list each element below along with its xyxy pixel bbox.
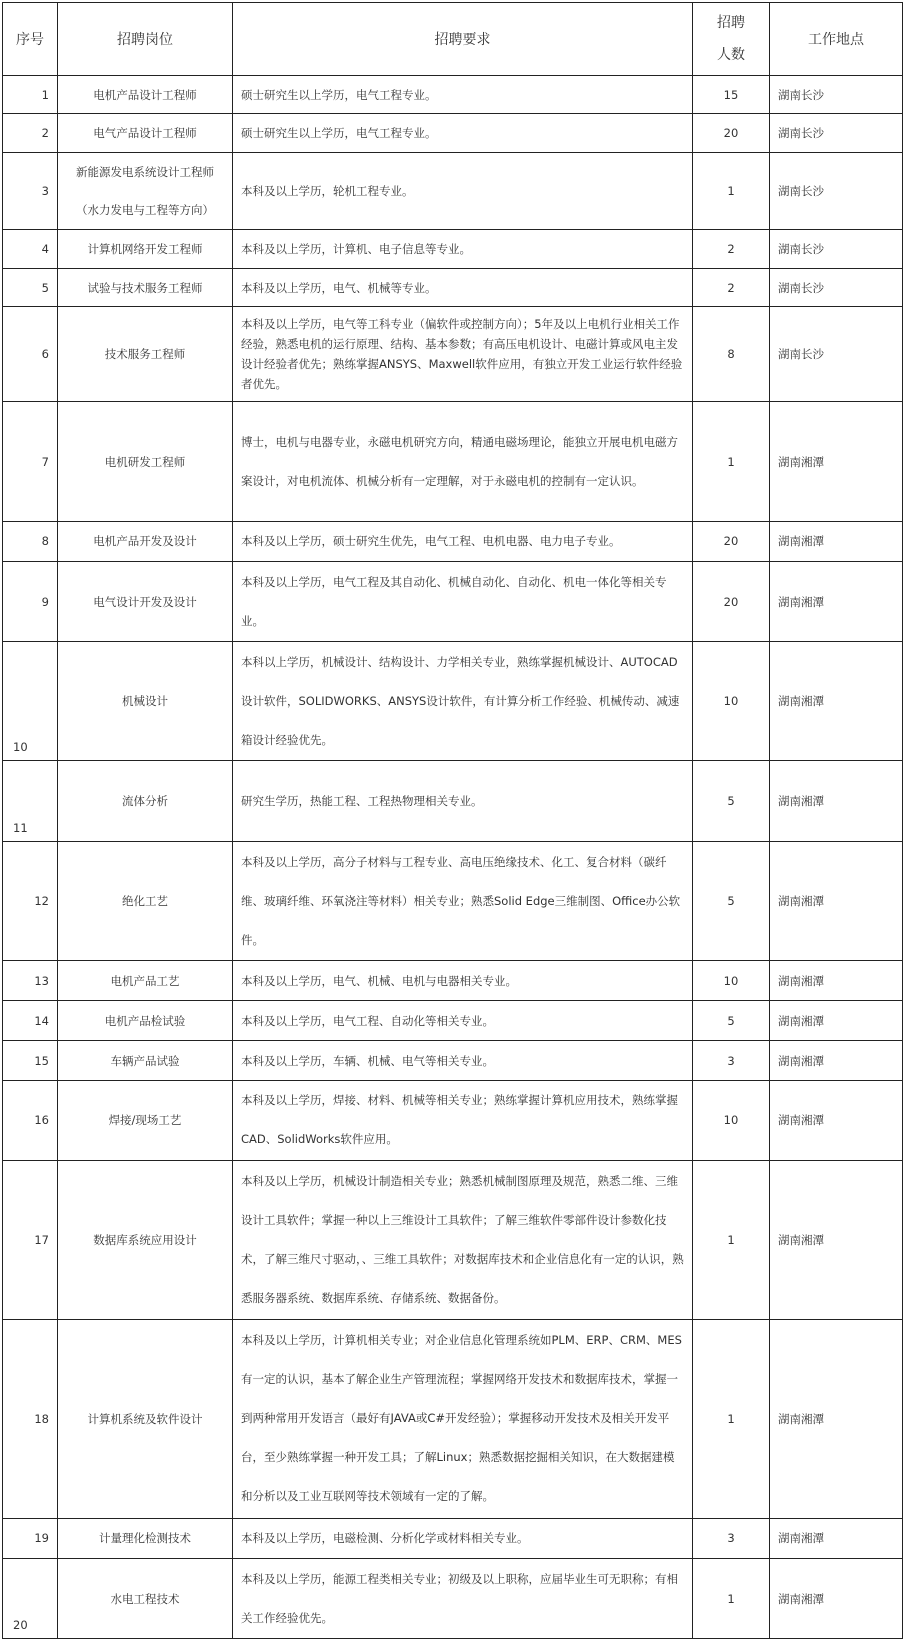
row-position: 车辆产品试验 xyxy=(58,1041,233,1080)
row-count: 3 xyxy=(693,1518,770,1558)
row-position: 机械设计 xyxy=(58,641,233,760)
table-row xyxy=(3,761,903,842)
table-row xyxy=(3,641,903,760)
row-no: 10 xyxy=(3,641,58,760)
row-location: 湖南长沙 xyxy=(770,268,903,306)
row-location: 湖南湘潭 xyxy=(770,1160,903,1320)
row-count: 5 xyxy=(693,1000,770,1040)
table-row xyxy=(3,1000,903,1040)
row-requirement: 本科及以上学历，硕士研究生优先，电气工程、电机电器、电力电子专业。 xyxy=(233,521,693,561)
row-location: 湖南长沙 xyxy=(770,230,903,268)
row-count: 10 xyxy=(693,641,770,760)
row-requirement: 本科及以上学历，高分子材料与工程专业、高电压绝缘技术、化工、复合材料（碳纤维、玻璃纤维、环氧浇注等材料）相关专业；熟悉Solid Edge三维制图、Office办公软件。 xyxy=(233,842,693,961)
row-location: 湖南湘潭 xyxy=(770,1041,903,1080)
row-position: 技术服务工程师 xyxy=(58,307,233,402)
row-count: 3 xyxy=(693,1041,770,1080)
row-count: 1 xyxy=(693,1320,770,1518)
row-count: 1 xyxy=(693,1160,770,1320)
row-location: 湖南长沙 xyxy=(770,152,903,230)
row-count: 20 xyxy=(693,562,770,642)
row-position xyxy=(58,152,233,230)
header-count-line2: 人数 xyxy=(717,46,745,63)
row-location: 湖南长沙 xyxy=(770,307,903,402)
row-no: 15 xyxy=(3,1041,58,1080)
row-no: 17 xyxy=(3,1160,58,1320)
row-position: 绝化工艺 xyxy=(58,842,233,961)
header-position: 招聘岗位 xyxy=(58,3,233,76)
row-no: 7 xyxy=(3,402,58,521)
row-no: 4 xyxy=(3,230,58,268)
row-count: 8 xyxy=(693,307,770,402)
row-location: 湖南湘潭 xyxy=(770,961,903,1000)
table-row xyxy=(3,1160,903,1320)
row-no: 12 xyxy=(3,842,58,961)
row-requirement: 本科及以上学历，轮机工程专业。 xyxy=(233,152,693,230)
row-location: 湖南湘潭 xyxy=(770,1000,903,1040)
row-position-line2: （水力发电与工程等方向） xyxy=(76,203,214,218)
row-no: 2 xyxy=(3,114,58,152)
row-count: 10 xyxy=(693,1080,770,1160)
row-location: 湖南湘潭 xyxy=(770,641,903,760)
row-no: 5 xyxy=(3,268,58,306)
row-requirement: 本科及以上学历，电气、机械等专业。 xyxy=(233,268,693,306)
row-requirement: 本科及以上学历，电气等工科专业（偏软件或控制方向）；5年及以上电机行业相关工作经验，熟悉电机的运行原理、结构、基本参数；有高压电机设计、电磁计算或风电主发设计经验者优先；熟练掌握ANSYS、Maxwell软件应用，有独立开发工业运行软件经验者优先。 xyxy=(233,307,693,402)
row-no: 9 xyxy=(3,562,58,642)
header-count xyxy=(693,3,770,76)
row-count: 2 xyxy=(693,230,770,268)
row-position: 数据库系统应用设计 xyxy=(58,1160,233,1320)
row-count: 20 xyxy=(693,114,770,152)
row-location: 湖南湘潭 xyxy=(770,402,903,521)
row-position: 电气设计开发及设计 xyxy=(58,562,233,642)
row-requirement: 硕士研究生以上学历，电气工程专业。 xyxy=(233,75,693,113)
row-count: 2 xyxy=(693,268,770,306)
row-requirement: 本科及以上学历，电磁检测、分析化学或材料相关专业。 xyxy=(233,1518,693,1558)
table-row xyxy=(3,1080,903,1160)
table-row xyxy=(3,268,903,306)
row-count: 1 xyxy=(693,152,770,230)
row-requirement: 博士，电机与电器专业，永磁电机研究方向，精通电磁场理论，能独立开展电机电磁方案设计，对电机流体、机械分析有一定理解，对于永磁电机的控制有一定认识。 xyxy=(233,402,693,521)
row-position: 电机产品工艺 xyxy=(58,961,233,1000)
row-no: 3 xyxy=(3,152,58,230)
row-requirement: 本科及以上学历，电气工程及其自动化、机械自动化、自动化、机电一体化等相关专业。 xyxy=(233,562,693,642)
row-location: 湖南长沙 xyxy=(770,75,903,113)
row-requirement: 本科及以上学历，计算机、电子信息等专业。 xyxy=(233,230,693,268)
row-position: 流体分析 xyxy=(58,761,233,842)
row-requirement: 硕士研究生以上学历，电气工程专业。 xyxy=(233,114,693,152)
table-row xyxy=(3,842,903,961)
row-location: 湖南湘潭 xyxy=(770,1518,903,1558)
row-no: 19 xyxy=(3,1518,58,1558)
row-position: 水电工程技术 xyxy=(58,1559,233,1639)
row-position: 电机产品开发及设计 xyxy=(58,521,233,561)
row-no: 20 xyxy=(3,1559,58,1639)
row-no: 1 xyxy=(3,75,58,113)
table-row xyxy=(3,1320,903,1518)
row-location: 湖南湘潭 xyxy=(770,842,903,961)
row-position: 试验与技术服务工程师 xyxy=(58,268,233,306)
row-requirement: 本科及以上学历，焊接、材料、机械等相关专业；熟练掌握计算机应用技术，熟练掌握CAD、SolidWorks软件应用。 xyxy=(233,1080,693,1160)
row-no: 14 xyxy=(3,1000,58,1040)
row-requirement: 本科及以上学历，能源工程类相关专业；初级及以上职称，应届毕业生可无职称；有相关工作经验优先。 xyxy=(233,1559,693,1639)
row-position-line1: 新能源发电系统设计工程师 xyxy=(76,165,214,180)
table-row xyxy=(3,1559,903,1639)
recruitment-table xyxy=(2,2,903,1639)
row-count: 1 xyxy=(693,1559,770,1639)
table-row xyxy=(3,152,903,230)
row-location: 湖南湘潭 xyxy=(770,521,903,561)
table-row xyxy=(3,307,903,402)
row-location: 湖南湘潭 xyxy=(770,562,903,642)
row-count: 5 xyxy=(693,842,770,961)
table-row xyxy=(3,402,903,521)
row-count: 20 xyxy=(693,521,770,561)
row-no: 18 xyxy=(3,1320,58,1518)
table-row xyxy=(3,75,903,113)
row-requirement: 本科及以上学历，计算机相关专业；对企业信息化管理系统如PLM、ERP、CRM、MES有一定的认识，基本了解企业生产管理流程；掌握网络开发技术和数据库技术，掌握一到两种常用开发语言（最好有JAVA或C#开发经验）；掌握移动开发技术及相关开发平台，至少熟练掌握一种开发工具；了解Linux；熟悉数据挖掘相关知识，在大数据建模和分析以及工业互联网等技术领域有一定的了解。 xyxy=(233,1320,693,1518)
row-no: 6 xyxy=(3,307,58,402)
row-count: 1 xyxy=(693,402,770,521)
table-row xyxy=(3,114,903,152)
row-position: 电机产品设计工程师 xyxy=(58,75,233,113)
header-no: 序号 xyxy=(3,3,58,76)
row-position: 焊接/现场工艺 xyxy=(58,1080,233,1160)
row-requirement: 本科以上学历，机械设计、结构设计、力学相关专业，熟练掌握机械设计、AUTOCAD设计软件，SOLIDWORKS、ANSYS设计软件，有计算分析工作经验、机械传动、减速箱设计经验优先。 xyxy=(233,641,693,760)
row-position: 电机研发工程师 xyxy=(58,402,233,521)
row-requirement: 研究生学历，热能工程、工程热物理相关专业。 xyxy=(233,761,693,842)
row-position: 计算机系统及软件设计 xyxy=(58,1320,233,1518)
row-position: 计算机网络开发工程师 xyxy=(58,230,233,268)
header-requirement: 招聘要求 xyxy=(233,3,693,76)
row-requirement: 本科及以上学历，机械设计制造相关专业；熟悉机械制图原理及规范，熟悉二维、三维设计工具软件；掌握一种以上三维设计工具软件；了解三维软件零部件设计参数化技术，了解三维尺寸驱动，、三维工具软件；对数据库技术和企业信息化有一定的认识，熟悉服务器系统、数据库系统、存储系统、数据备份。 xyxy=(233,1160,693,1320)
table-row xyxy=(3,1518,903,1558)
row-no: 16 xyxy=(3,1080,58,1160)
row-requirement: 本科及以上学历，电气、机械、电机与电器相关专业。 xyxy=(233,961,693,1000)
table-row xyxy=(3,562,903,642)
row-position: 计量理化检测技术 xyxy=(58,1518,233,1558)
row-location: 湖南长沙 xyxy=(770,114,903,152)
table-row xyxy=(3,521,903,561)
row-requirement: 本科及以上学历，车辆、机械、电气等相关专业。 xyxy=(233,1041,693,1080)
table-row xyxy=(3,961,903,1000)
row-requirement: 本科及以上学历，电气工程、自动化等相关专业。 xyxy=(233,1000,693,1040)
table-header-row xyxy=(3,3,903,76)
row-no: 13 xyxy=(3,961,58,1000)
row-no: 8 xyxy=(3,521,58,561)
row-location: 湖南湘潭 xyxy=(770,1080,903,1160)
row-position: 电气产品设计工程师 xyxy=(58,114,233,152)
row-position: 电机产品检试验 xyxy=(58,1000,233,1040)
row-no: 11 xyxy=(3,761,58,842)
table-row xyxy=(3,230,903,268)
table-row xyxy=(3,1041,903,1080)
row-count: 10 xyxy=(693,961,770,1000)
row-count: 5 xyxy=(693,761,770,842)
row-location: 湖南湘潭 xyxy=(770,1559,903,1639)
row-count: 15 xyxy=(693,75,770,113)
row-location: 湖南湘潭 xyxy=(770,761,903,842)
header-count-line1: 招聘 xyxy=(717,14,745,31)
row-location: 湖南湘潭 xyxy=(770,1320,903,1518)
header-location: 工作地点 xyxy=(770,3,903,76)
